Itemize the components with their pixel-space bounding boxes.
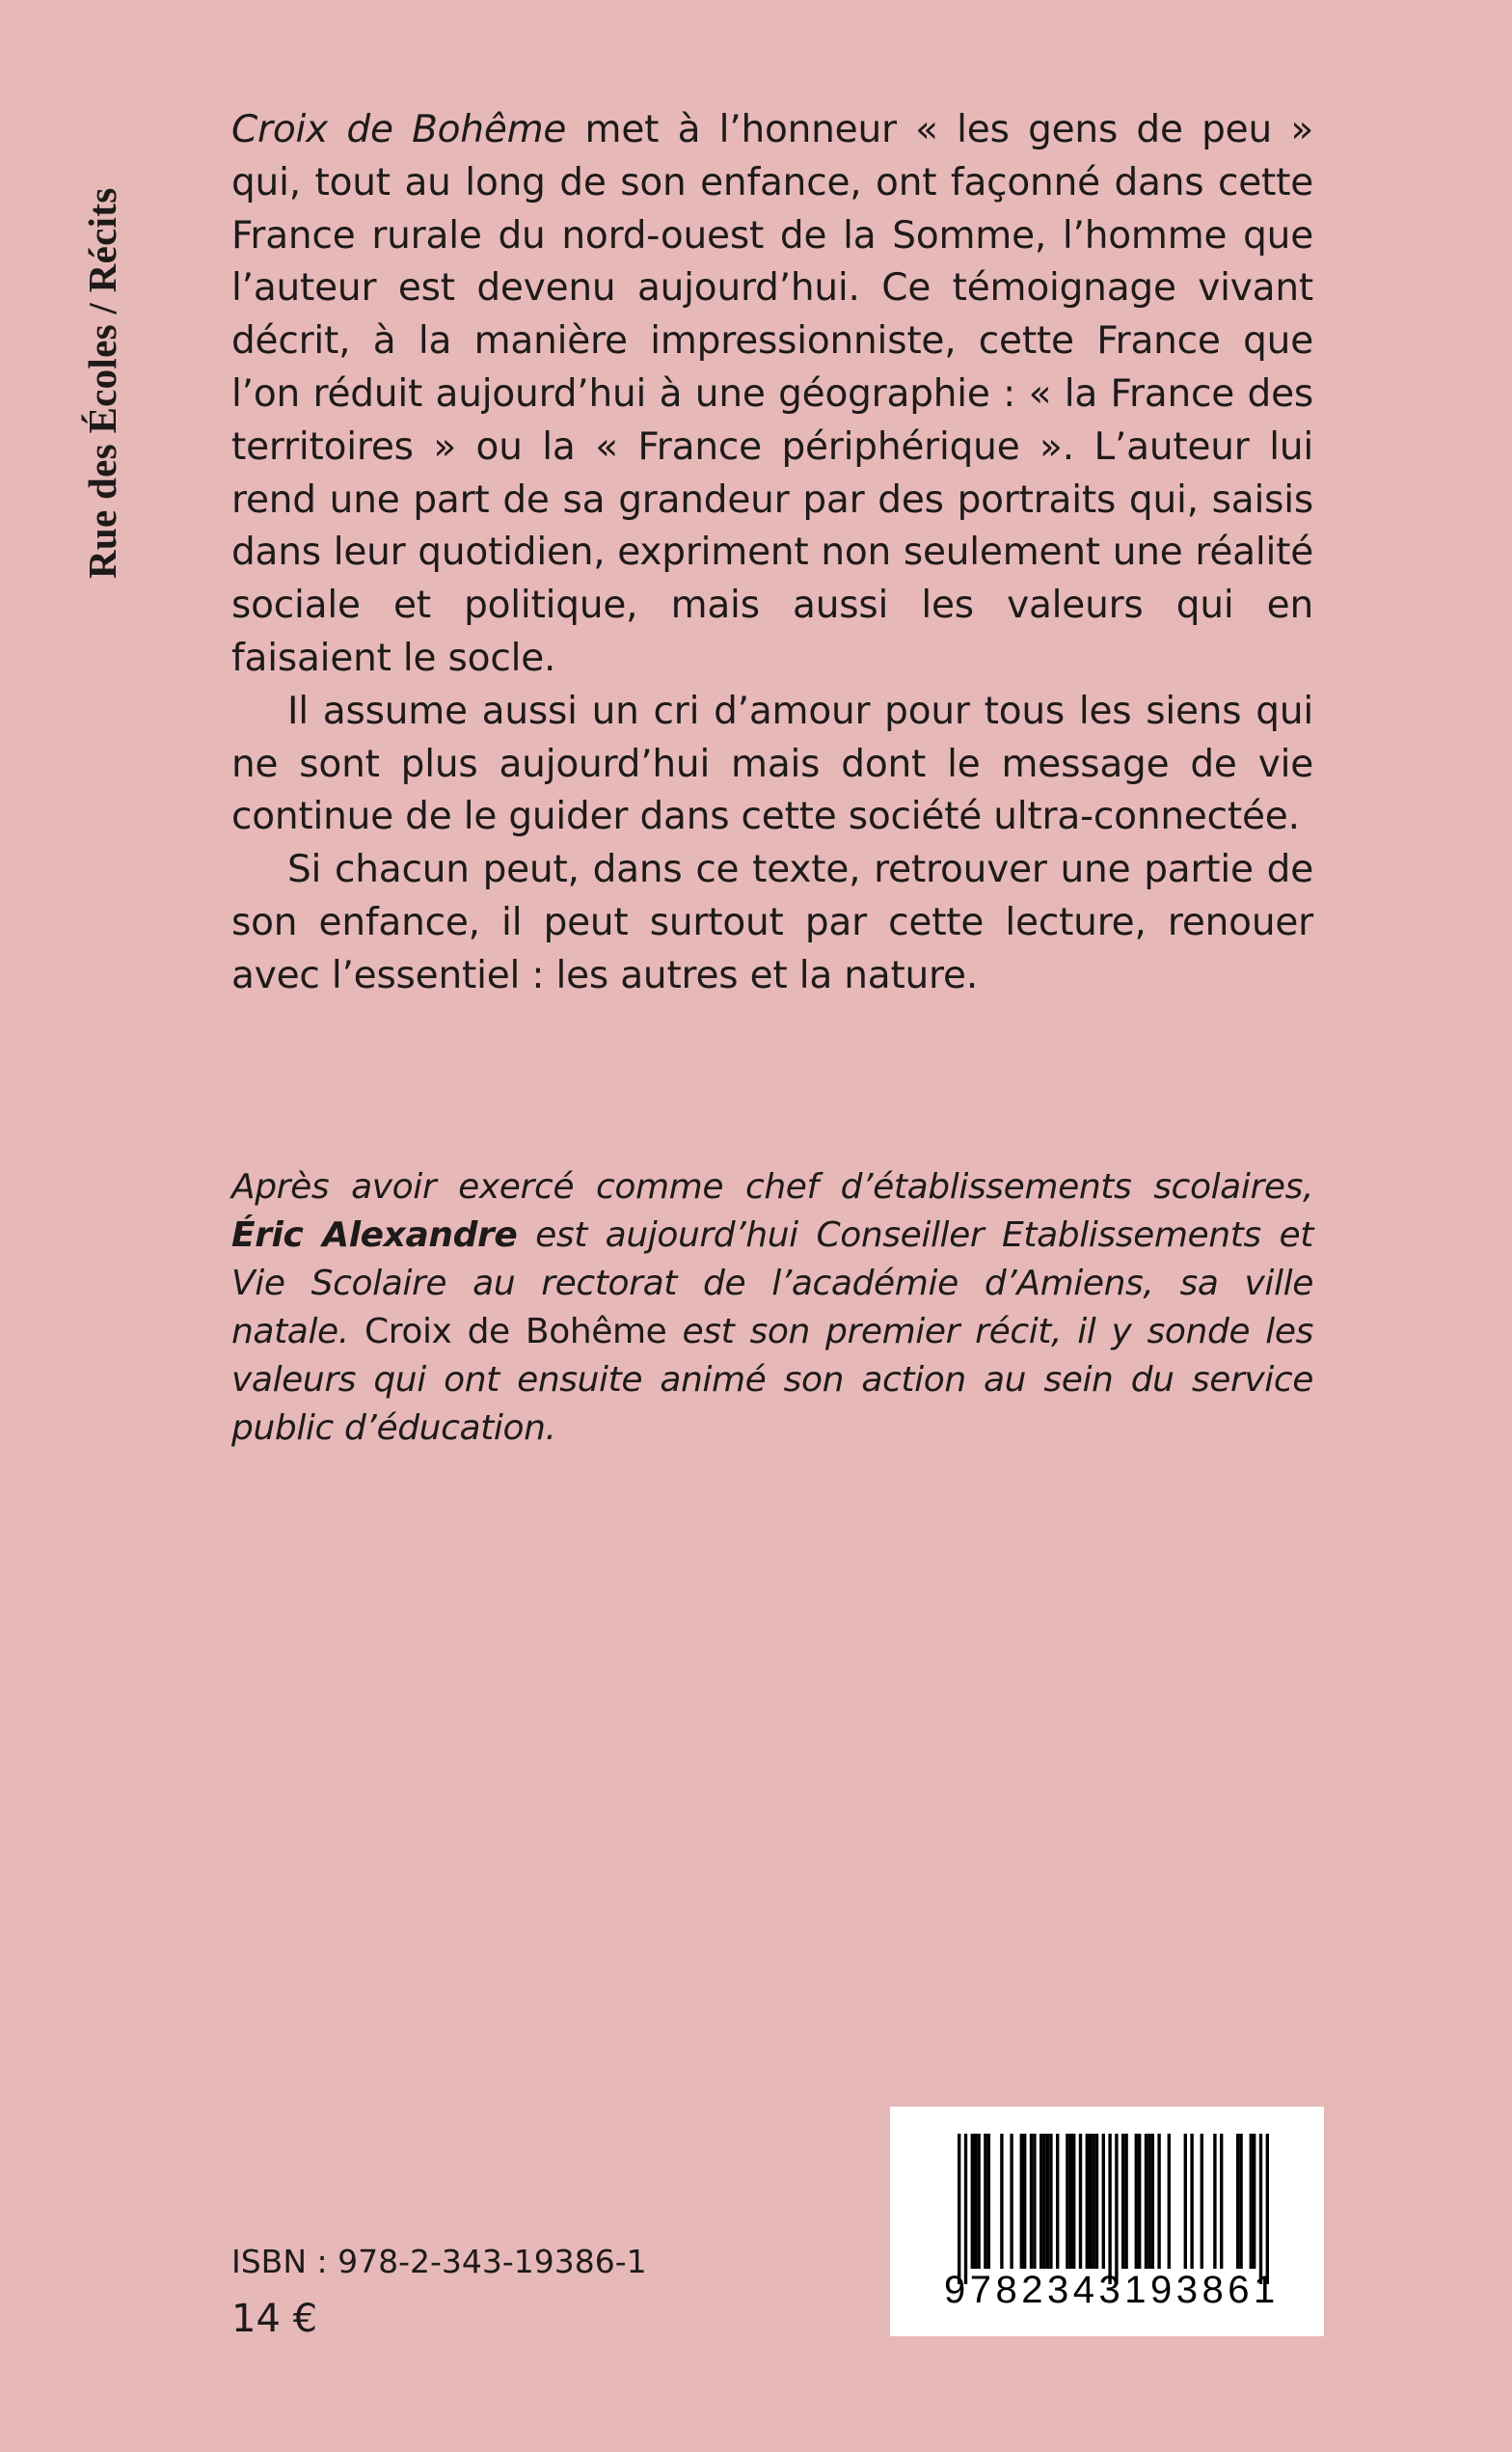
barcode-bar xyxy=(1020,2134,1023,2269)
barcode-bar xyxy=(1086,2134,1089,2269)
barcode xyxy=(890,2107,1324,2336)
author-bio-paragraph xyxy=(231,1163,1313,1453)
back-cover-blurb xyxy=(231,104,1313,1003)
barcode-bar xyxy=(1089,2134,1092,2269)
barcode-bar xyxy=(1010,2134,1012,2269)
barcode-bar xyxy=(1201,2134,1203,2269)
barcode-bar xyxy=(1092,2134,1094,2269)
price-text: 14 € xyxy=(231,2297,318,2341)
spine-title xyxy=(79,188,125,579)
barcode-bar xyxy=(1145,2134,1148,2269)
barcode-bar xyxy=(1259,2134,1262,2284)
barcode-bar xyxy=(1033,2134,1036,2269)
barcode-bar xyxy=(1121,2134,1124,2269)
barcode-bar xyxy=(1135,2134,1138,2269)
barcode-bar xyxy=(1000,2134,1003,2269)
barcode-bar xyxy=(971,2134,974,2269)
barcode-bar xyxy=(1040,2134,1042,2269)
barcode-bar xyxy=(1072,2134,1075,2269)
barcode-bar xyxy=(1023,2134,1026,2269)
barcode-bar xyxy=(977,2134,980,2269)
barcode-bar xyxy=(1236,2134,1239,2269)
author-bio-end: est son premier récit, il y sonde les valeurs qui ont ensuite animé son action au sein du service public d’éducation. xyxy=(231,1312,1313,1448)
blurb-paragraph-1 xyxy=(231,104,1313,686)
barcode-bar xyxy=(1069,2134,1072,2269)
barcode-bar xyxy=(1066,2134,1068,2269)
series-name: Rue des Écoles xyxy=(80,324,124,579)
collection-name: Récits xyxy=(80,187,124,293)
barcode-bar xyxy=(1108,2134,1111,2284)
barcode-bar xyxy=(1190,2134,1193,2269)
blurb-paragraph-3: Si chacun peut, dans ce texte, retrouver une partie de son enfance, il peut surtout par cette lecture, renouer avec l’essentiel : les autres et la nature. xyxy=(231,848,1313,997)
barcode-bar xyxy=(1046,2134,1049,2269)
spine-separator: / xyxy=(80,292,124,325)
barcode-bar xyxy=(1049,2134,1052,2269)
author-name: Éric Alexandre xyxy=(231,1215,518,1255)
barcode-bar xyxy=(1239,2134,1242,2269)
author-bio xyxy=(231,1163,1313,1453)
blurb-paragraph-1-text: met à l’honneur « les gens de peu » qui, tout au long de son enfance, ont façonné dans cette France rurale du nord-ouest de la Somme, l’homme que l’auteur est devenu aujourd’hui. Ce témoignage vivant décrit, à la manière impressionniste, cette France que l’on réduit aujourd’hui à une géographie : « la France des territoires » ou la « France périphérique ». L’auteur lui rend une part de sa grandeur par des portraits qui, saisis dans leur quotidien, expriment non seulement une réalité sociale et politique, mais aussi les valeurs qui en faisaient le socle. xyxy=(231,108,1313,680)
isbn-text: ISBN : 978-2-343-19386-1 xyxy=(231,2243,647,2280)
barcode-bar xyxy=(958,2134,960,2284)
barcode-bar xyxy=(974,2134,977,2269)
barcode-bar xyxy=(1266,2134,1269,2284)
barcode-bar xyxy=(1220,2134,1223,2269)
barcode-bar xyxy=(987,2134,990,2269)
barcode-bar xyxy=(1250,2134,1253,2269)
barcode-bar xyxy=(1102,2134,1105,2269)
blurb-paragraph-2: Il assume aussi un cri d’amour pour tous les siens qui ne sont plus aujourd’hui mais dont le message de vie continue de le guider dans cette société ultra-connectée. xyxy=(231,689,1313,839)
barcode-bar xyxy=(1253,2134,1256,2269)
barcode-bar xyxy=(1184,2134,1187,2269)
author-bio-middle: est aujourd’hui Conseiller Etablissements et Vie Scolaire au rectorat de l’académie d’Amiens, sa ville natale. xyxy=(231,1215,1313,1351)
barcode-bar xyxy=(1030,2134,1033,2269)
barcode-bar xyxy=(1213,2134,1216,2269)
barcode-bar xyxy=(1095,2134,1098,2269)
barcode-bar xyxy=(1168,2134,1171,2269)
author-bio-book-title: Croix de Bohême xyxy=(364,1312,667,1351)
barcode-bar xyxy=(1151,2134,1154,2269)
barcode-bar xyxy=(1115,2134,1118,2284)
barcode-bar xyxy=(1138,2134,1141,2269)
author-bio-intro: Après avoir exercé comme chef d’établissements scolaires, xyxy=(231,1167,1313,1207)
barcode-bar xyxy=(984,2134,986,2269)
barcode-bar xyxy=(1157,2134,1160,2269)
barcode-bar xyxy=(1148,2134,1150,2269)
barcode-bar xyxy=(1079,2134,1082,2269)
barcode-bar xyxy=(1124,2134,1127,2269)
barcode-bar xyxy=(1042,2134,1045,2269)
barcode-digits: 9782343193861 xyxy=(944,2269,1280,2311)
book-title: Croix de Bohême xyxy=(231,108,567,151)
barcode-bar xyxy=(964,2134,967,2284)
barcode-bar xyxy=(1056,2134,1059,2269)
